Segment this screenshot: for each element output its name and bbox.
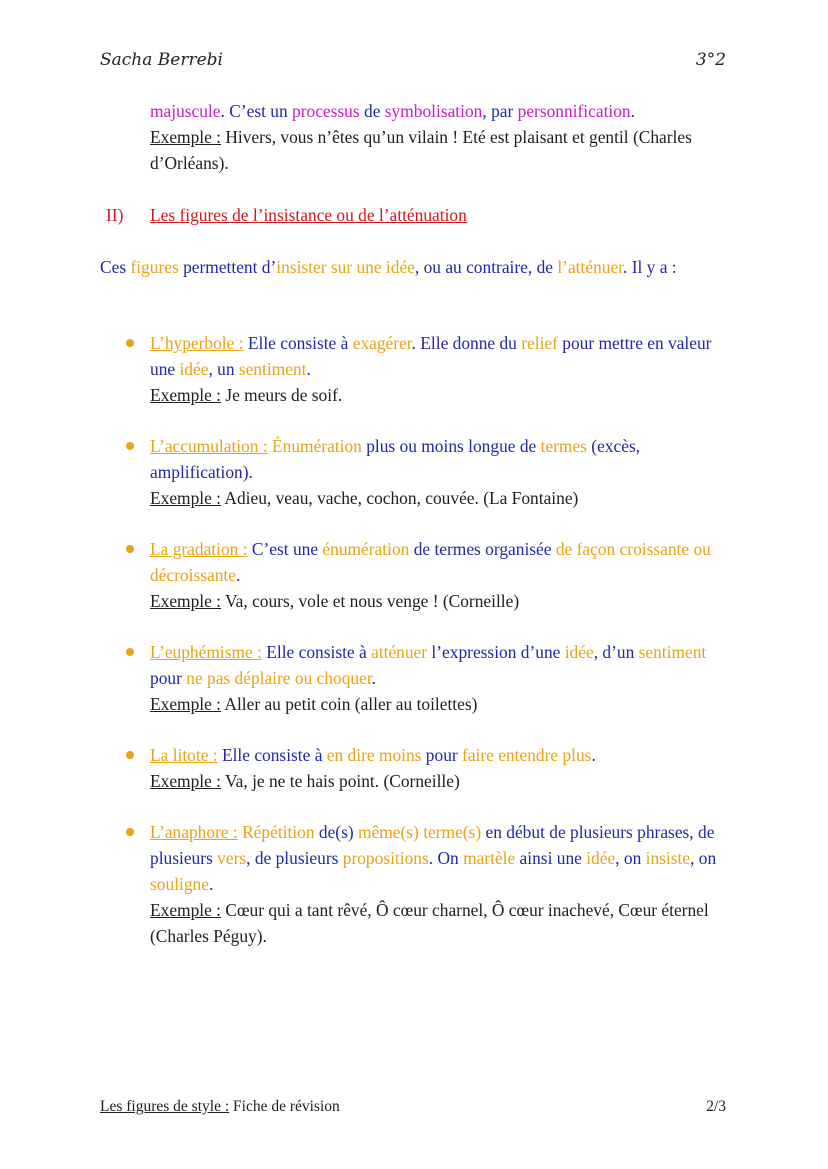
text-span: propositions: [342, 848, 429, 868]
text-span: , de plusieurs: [246, 848, 343, 868]
footer-doc-title: Les figures de style :: [100, 1098, 230, 1115]
text-span: l’atténuer: [557, 257, 624, 277]
text-span: .: [630, 101, 635, 121]
text-span: , un: [208, 359, 239, 379]
bullet-dot-icon: [126, 648, 134, 656]
figure-term: L’anaphore :: [150, 822, 238, 842]
bullet-dot-icon: [126, 545, 134, 553]
example-label: Exemple :: [150, 591, 221, 611]
text-span: ne pas déplaire ou choquer: [186, 668, 372, 688]
text-span: C’est un: [224, 101, 293, 121]
example-label: Exemple :: [150, 385, 221, 405]
figure-term: La gradation :: [150, 539, 248, 559]
text-span: idée: [179, 359, 209, 379]
text-span: martèle: [463, 848, 516, 868]
example-label: Exemple :: [150, 900, 221, 920]
text-span: , par: [482, 101, 518, 121]
text-span: , ou au contraire, de: [414, 257, 558, 277]
text-span: .: [371, 668, 377, 688]
text-span: de termes organisée: [409, 539, 556, 559]
text-span: .: [591, 745, 596, 765]
example-text: Cœur qui a tant rêvé, Ô cœur charnel, Ô cœur inachevé, Cœur éternel (Charles Péguy).: [150, 900, 709, 946]
text-span: de: [359, 101, 385, 121]
text-span: Elle consiste à: [217, 745, 327, 765]
text-span: Répétition: [237, 822, 315, 842]
text-span: pour: [421, 745, 463, 765]
example-label: Exemple :: [150, 771, 221, 791]
text-span: permettent d’: [178, 257, 277, 277]
section-title: Les figures de l’insistance ou de l’atténuation: [150, 205, 467, 225]
bullet-dot-icon: [126, 751, 134, 759]
text-span: personnification: [517, 101, 631, 121]
text-span: , d’un: [593, 642, 639, 662]
list-item: [150, 819, 740, 949]
example-text: Va, cours, vole et nous venge ! (Corneille): [221, 591, 520, 611]
figure-term: L’hyperbole :: [150, 333, 244, 353]
text-span: de façon croissante ou décroissante: [150, 539, 711, 585]
intro-paragraph: [100, 254, 730, 280]
list-item: [150, 742, 740, 794]
list-item: [150, 330, 740, 408]
text-span: pour: [150, 668, 187, 688]
text-span: Elle consiste à: [261, 642, 372, 662]
text-span: l’expression d’une: [427, 642, 565, 662]
section-number: II): [106, 205, 124, 225]
author-name: Sacha Berrebi: [100, 50, 223, 70]
text-span: même(s) terme(s): [358, 822, 482, 842]
example-text: Adieu, veau, vache, cochon, couvée. (La Fontaine): [221, 488, 579, 508]
text-span: .: [220, 101, 225, 121]
text-span: en début de plusieurs phrases, de plusieurs: [150, 822, 715, 868]
text-span: . On: [428, 848, 464, 868]
example-text: Va, je ne te hais point. (Corneille): [221, 771, 460, 791]
figure-term: La litote :: [150, 745, 218, 765]
text-span: C’est une: [247, 539, 323, 559]
text-span: sentiment: [238, 359, 307, 379]
text-span: vers: [217, 848, 247, 868]
text-span: idée: [586, 848, 616, 868]
text-span: souligne: [150, 874, 209, 894]
text-span: faire entendre plus: [462, 745, 592, 765]
text-span: exagérer: [352, 333, 412, 353]
list-item: [150, 536, 740, 614]
section-heading: [106, 202, 467, 228]
personification-continuation: [150, 98, 740, 176]
bullet-dot-icon: [126, 339, 134, 347]
figures-list: [150, 330, 740, 974]
text-span: figures: [130, 257, 179, 277]
text-span: ainsi une: [515, 848, 587, 868]
text-span: , on: [615, 848, 646, 868]
example-text: Je meurs de soif.: [221, 385, 343, 405]
text-span: Ces: [100, 257, 131, 277]
example-text: Hivers, vous n’êtes qu’un vilain ! Eté est plaisant et gentil (Charles d’Orléans).: [150, 127, 692, 173]
example-label: Exemple :: [150, 488, 221, 508]
example-label: Exemple :: [150, 127, 221, 147]
text-span: .: [208, 874, 214, 894]
text-span: idée: [564, 642, 594, 662]
text-span: (excès, amplification).: [150, 436, 641, 482]
text-span: pour mettre en valeur une: [150, 333, 712, 379]
text-span: atténuer: [371, 642, 428, 662]
text-span: majuscule: [150, 101, 221, 121]
text-span: insister sur une idée: [276, 257, 415, 277]
figure-term: L’euphémisme :: [150, 642, 262, 662]
text-span: énumération: [322, 539, 410, 559]
text-span: sentiment: [638, 642, 707, 662]
example-label: Exemple :: [150, 694, 221, 714]
text-span: , on: [690, 848, 717, 868]
text-span: en dire moins: [326, 745, 422, 765]
page-number: 2/3: [706, 1098, 726, 1115]
footer-doc-subtitle: Fiche de révision: [229, 1098, 340, 1115]
text-span: Énumération: [267, 436, 362, 456]
text-span: symbolisation: [384, 101, 483, 121]
figure-term: L’accumulation :: [150, 436, 268, 456]
text-span: . Elle donne du: [411, 333, 522, 353]
bullet-dot-icon: [126, 828, 134, 836]
class-label: 3°2: [695, 50, 726, 70]
list-item: [150, 433, 740, 511]
example-text: Aller au petit coin (aller au toilettes): [221, 694, 478, 714]
text-span: Elle consiste à: [243, 333, 353, 353]
footer-title: [100, 1098, 340, 1116]
text-span: . Il y a :: [623, 257, 677, 277]
text-span: insiste: [645, 848, 691, 868]
text-span: termes: [540, 436, 587, 456]
text-span: processus: [292, 101, 360, 121]
text-span: .: [235, 565, 241, 585]
list-item: [150, 639, 740, 717]
text-span: relief: [521, 333, 558, 353]
text-span: plus ou moins longue de: [361, 436, 541, 456]
text-span: .: [306, 359, 311, 379]
text-span: de(s): [314, 822, 359, 842]
bullet-dot-icon: [126, 442, 134, 450]
